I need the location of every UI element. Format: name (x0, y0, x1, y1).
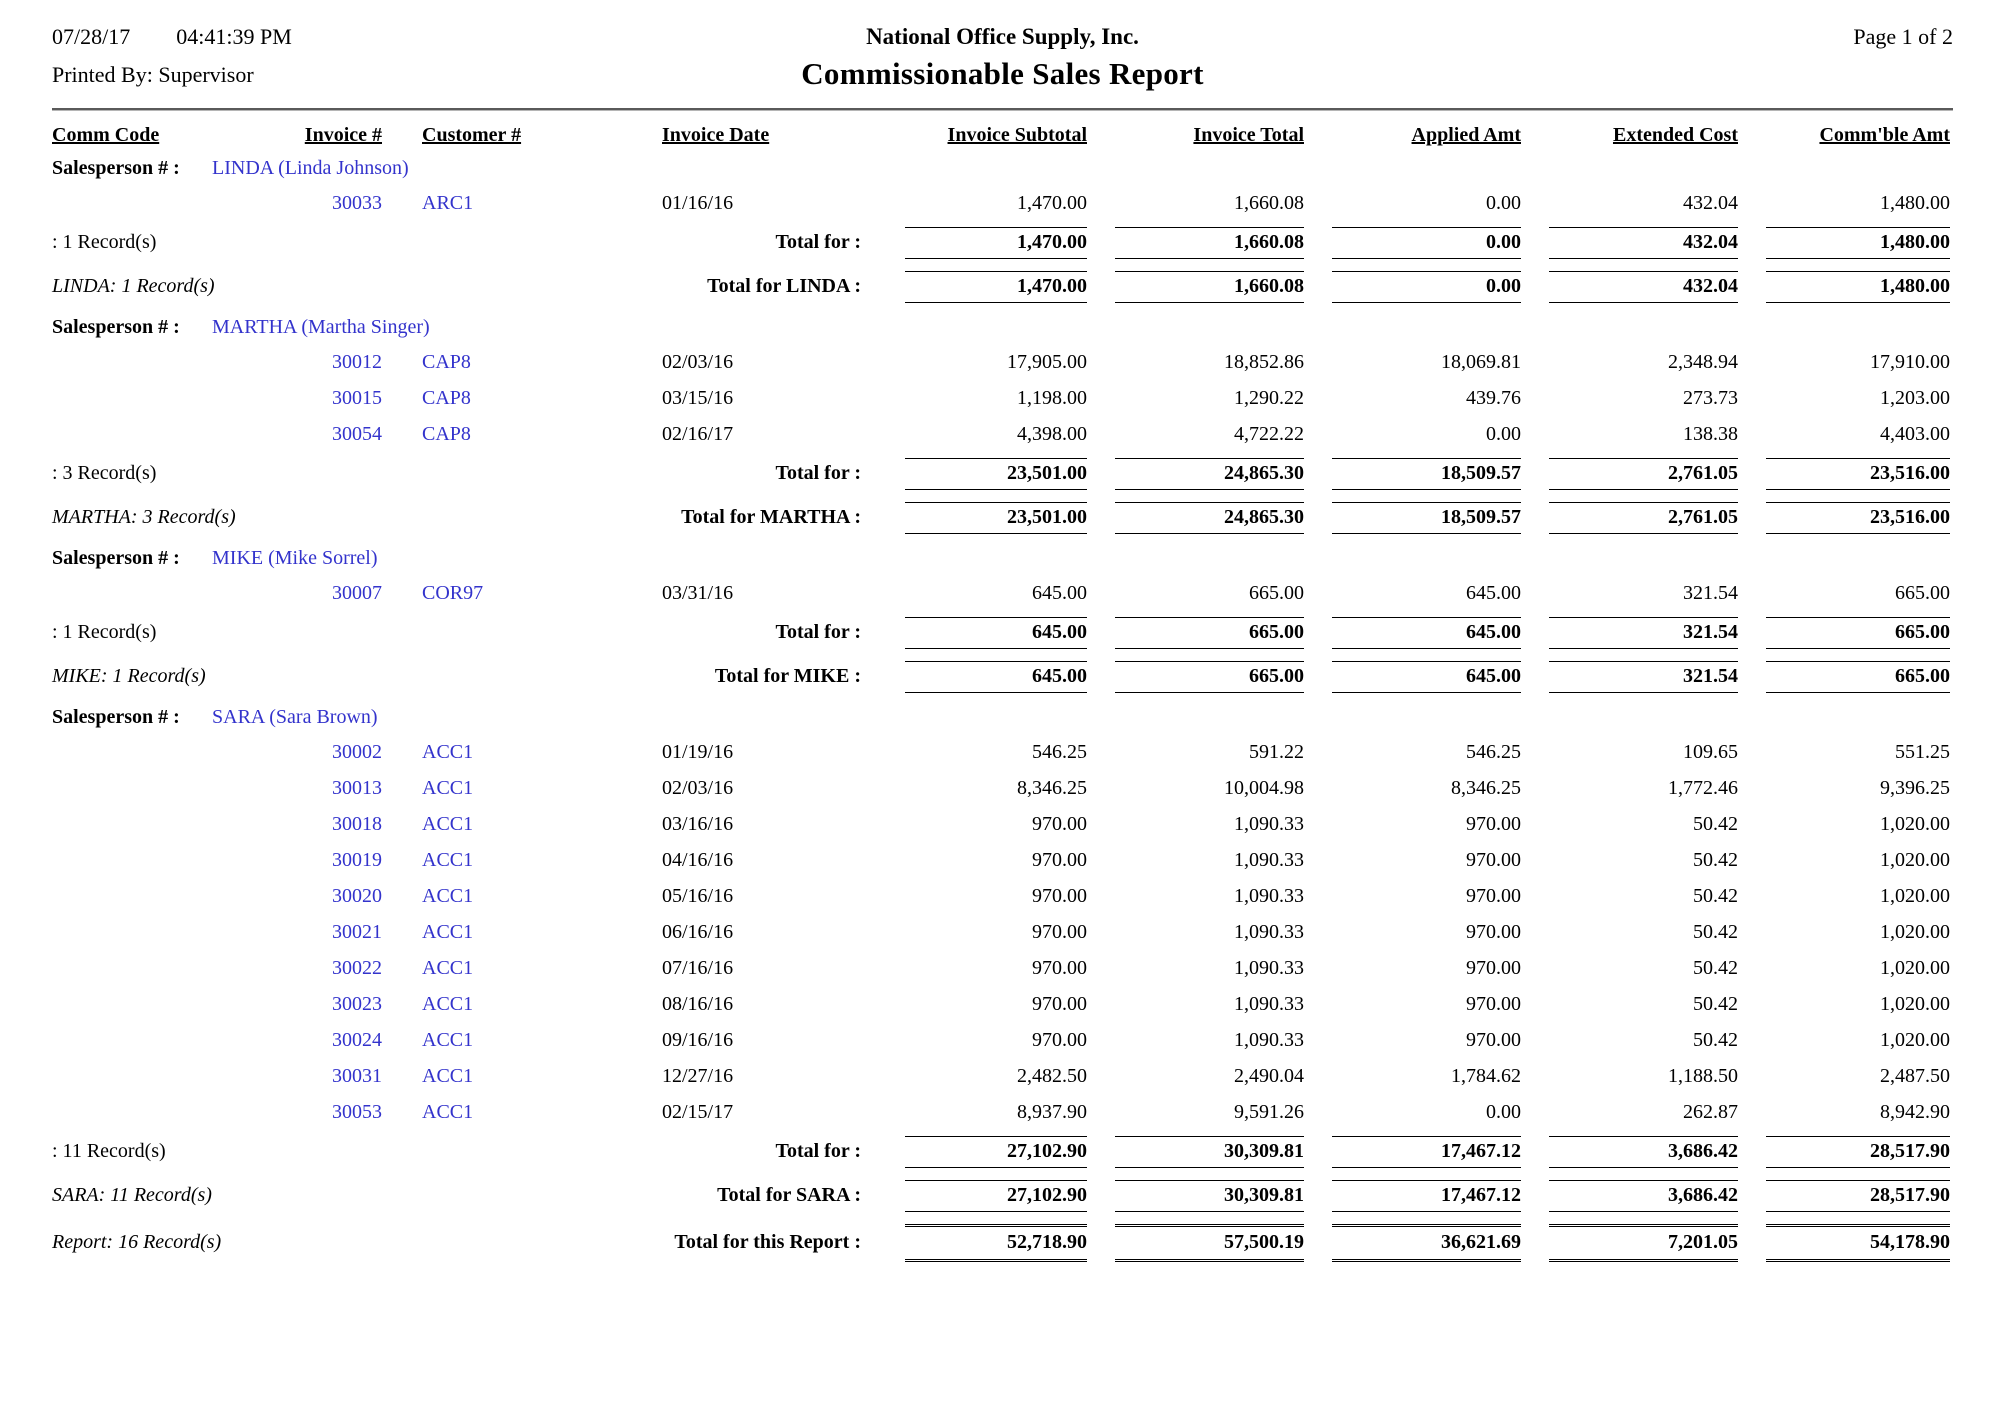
invoice-subtotal: 1,470.00 (1017, 192, 1087, 214)
subtotal-applied-amt: 18,509.57 (1332, 458, 1521, 490)
invoice-date: 06/16/16 (662, 921, 734, 943)
extended-cost: 138.38 (1683, 423, 1738, 445)
subtotal-applied-amt: 17,467.12 (1332, 1136, 1521, 1168)
invoice-total: 1,090.33 (1234, 885, 1304, 907)
group-total-invoice-total: 24,865.30 (1115, 502, 1304, 534)
invoice-date: 02/03/16 (662, 777, 734, 799)
commble-amt: 1,020.00 (1880, 921, 1950, 943)
total-for-label: Total for : (775, 231, 861, 253)
group-total-applied-amt: 18,509.57 (1332, 502, 1521, 534)
detail-row (52, 422, 1953, 447)
applied-amt: 18,069.81 (1441, 351, 1521, 373)
record-count: : 1 Record(s) (52, 231, 157, 253)
column-header-invoice-subtotal: Invoice Subtotal (947, 124, 1087, 146)
column-header-row (52, 123, 1953, 148)
invoice-number[interactable]: 30031 (332, 1065, 382, 1087)
invoice-date: 08/16/16 (662, 993, 734, 1015)
customer-code[interactable]: CAP8 (422, 423, 471, 445)
invoice-subtotal: 970.00 (1032, 813, 1087, 835)
commble-amt: 2,487.50 (1880, 1065, 1950, 1087)
commble-amt: 1,020.00 (1880, 849, 1950, 871)
customer-code[interactable]: CAP8 (422, 387, 471, 409)
applied-amt: 0.00 (1486, 192, 1521, 214)
invoice-total: 1,090.33 (1234, 993, 1304, 1015)
column-header-comm-code: Comm Code (52, 124, 160, 146)
subtotal-applied-amt: 645.00 (1332, 617, 1521, 649)
column-header-customer: Customer # (422, 124, 522, 146)
invoice-total: 18,852.86 (1224, 351, 1304, 373)
subtotal-commble-amt: 23,516.00 (1766, 458, 1950, 490)
report-total-applied-amt: 36,621.69 (1332, 1224, 1521, 1262)
subtotal-extended-cost: 3,686.42 (1549, 1136, 1738, 1168)
salesperson-name[interactable]: MARTHA (Martha Singer) (212, 316, 430, 338)
group-total-applied-amt: 0.00 (1332, 271, 1521, 303)
customer-code[interactable]: ACC1 (422, 1065, 474, 1087)
print-datetime (52, 24, 801, 50)
invoice-total: 4,722.22 (1234, 423, 1304, 445)
report-body (52, 123, 1953, 1262)
group-total-invoice-subtotal: 645.00 (905, 661, 1087, 693)
commble-amt: 665.00 (1895, 582, 1950, 604)
group-subtotal-row (52, 227, 1953, 259)
commble-amt: 1,020.00 (1880, 1029, 1950, 1051)
invoice-total: 1,090.33 (1234, 921, 1304, 943)
detail-row (52, 191, 1953, 216)
column-header-applied-amt: Applied Amt (1411, 124, 1521, 146)
report-total-label: Total for this Report : (674, 1231, 861, 1253)
commble-amt: 551.25 (1895, 741, 1950, 763)
subtotal-invoice-subtotal: 645.00 (905, 617, 1087, 649)
customer-code[interactable]: ACC1 (422, 813, 474, 835)
commble-amt: 8,942.90 (1880, 1101, 1950, 1123)
extended-cost: 50.42 (1693, 921, 1738, 943)
invoice-number[interactable]: 30019 (332, 849, 382, 871)
customer-code[interactable]: COR97 (422, 582, 484, 604)
group-total-extended-cost: 432.04 (1549, 271, 1738, 303)
detail-row (52, 848, 1953, 873)
invoice-number[interactable]: 30012 (332, 351, 382, 373)
detail-row (52, 386, 1953, 411)
group-summary: SARA: 11 Record(s) (52, 1184, 212, 1206)
invoice-subtotal: 970.00 (1032, 957, 1087, 979)
salesperson-name[interactable]: LINDA (Linda Johnson) (212, 157, 409, 179)
customer-code[interactable]: ARC1 (422, 192, 474, 214)
applied-amt: 0.00 (1486, 423, 1521, 445)
invoice-total: 9,591.26 (1234, 1101, 1304, 1123)
invoice-total: 591.22 (1249, 741, 1304, 763)
applied-amt: 970.00 (1466, 957, 1521, 979)
commble-amt: 4,403.00 (1880, 423, 1950, 445)
group-total-invoice-subtotal: 1,470.00 (905, 271, 1087, 303)
group-summary: MARTHA: 3 Record(s) (52, 506, 236, 528)
applied-amt: 970.00 (1466, 813, 1521, 835)
extended-cost: 50.42 (1693, 813, 1738, 835)
salesperson-label: Salesperson # : (52, 547, 180, 569)
column-header-invoice-date: Invoice Date (662, 124, 770, 146)
commble-amt: 17,910.00 (1870, 351, 1950, 373)
extended-cost: 50.42 (1693, 885, 1738, 907)
invoice-subtotal: 4,398.00 (1017, 423, 1087, 445)
group-total-commble-amt: 665.00 (1766, 661, 1950, 693)
salesperson-row (52, 315, 1953, 340)
salesperson-row (52, 546, 1953, 571)
applied-amt: 970.00 (1466, 849, 1521, 871)
detail-row (52, 1100, 1953, 1125)
commble-amt: 1,480.00 (1880, 192, 1950, 214)
applied-amt: 970.00 (1466, 921, 1521, 943)
group-total-row (52, 502, 1953, 534)
commble-amt: 9,396.25 (1880, 777, 1950, 799)
header-left (52, 24, 801, 88)
invoice-number[interactable]: 30018 (332, 813, 382, 835)
extended-cost: 50.42 (1693, 957, 1738, 979)
group-total-invoice-total: 665.00 (1115, 661, 1304, 693)
customer-code[interactable]: ACC1 (422, 957, 474, 979)
invoice-number[interactable]: 30024 (332, 1029, 382, 1051)
group-total-commble-amt: 28,517.90 (1766, 1180, 1950, 1212)
invoice-subtotal: 8,346.25 (1017, 777, 1087, 799)
report-total-row (52, 1224, 1953, 1262)
group-total-extended-cost: 321.54 (1549, 661, 1738, 693)
invoice-date: 07/16/16 (662, 957, 734, 979)
commble-amt: 1,020.00 (1880, 957, 1950, 979)
subtotal-invoice-total: 30,309.81 (1115, 1136, 1304, 1168)
salesperson-name[interactable]: SARA (Sara Brown) (212, 706, 378, 728)
extended-cost: 50.42 (1693, 1029, 1738, 1051)
report-title: Commissionable Sales Report (801, 56, 1204, 91)
report-header (52, 24, 1953, 92)
customer-code[interactable]: ACC1 (422, 777, 474, 799)
group-total-extended-cost: 3,686.42 (1549, 1180, 1738, 1212)
extended-cost: 50.42 (1693, 849, 1738, 871)
invoice-subtotal: 970.00 (1032, 849, 1087, 871)
subtotal-commble-amt: 28,517.90 (1766, 1136, 1950, 1168)
record-count: : 1 Record(s) (52, 621, 157, 643)
group-total-row (52, 1180, 1953, 1212)
detail-row (52, 1028, 1953, 1053)
invoice-date: 01/16/16 (662, 192, 734, 214)
applied-amt: 439.76 (1466, 387, 1521, 409)
record-count: : 11 Record(s) (52, 1140, 166, 1162)
group-total-label: Total for MARTHA : (681, 506, 861, 528)
applied-amt: 0.00 (1486, 1101, 1521, 1123)
invoice-date: 09/16/16 (662, 1029, 734, 1051)
customer-code[interactable]: ACC1 (422, 921, 474, 943)
customer-code[interactable]: ACC1 (422, 885, 474, 907)
invoice-subtotal: 970.00 (1032, 993, 1087, 1015)
invoice-number[interactable]: 30022 (332, 957, 382, 979)
subtotal-invoice-total: 24,865.30 (1115, 458, 1304, 490)
invoice-subtotal: 970.00 (1032, 885, 1087, 907)
invoice-number[interactable]: 30023 (332, 993, 382, 1015)
invoice-subtotal: 8,937.90 (1017, 1101, 1087, 1123)
customer-code[interactable]: ACC1 (422, 993, 474, 1015)
subtotal-invoice-subtotal: 1,470.00 (905, 227, 1087, 259)
report-total-commble-amt: 54,178.90 (1766, 1224, 1950, 1262)
extended-cost: 262.87 (1683, 1101, 1738, 1123)
customer-code[interactable]: ACC1 (422, 741, 474, 763)
detail-row (52, 740, 1953, 765)
subtotal-extended-cost: 2,761.05 (1549, 458, 1738, 490)
detail-row (52, 1064, 1953, 1089)
subtotal-invoice-total: 665.00 (1115, 617, 1304, 649)
subtotal-extended-cost: 321.54 (1549, 617, 1738, 649)
invoice-date: 05/16/16 (662, 885, 734, 907)
invoice-subtotal: 970.00 (1032, 1029, 1087, 1051)
report-total-extended-cost: 7,201.05 (1549, 1224, 1738, 1262)
salesperson-label: Salesperson # : (52, 316, 180, 338)
group-total-applied-amt: 645.00 (1332, 661, 1521, 693)
detail-row (52, 956, 1953, 981)
printed-by: Printed By: Supervisor (52, 62, 254, 87)
salesperson-name[interactable]: MIKE (Mike Sorrel) (212, 547, 378, 569)
group-total-commble-amt: 1,480.00 (1766, 271, 1950, 303)
extended-cost: 432.04 (1683, 192, 1738, 214)
invoice-subtotal: 17,905.00 (1007, 351, 1087, 373)
report-total-invoice-subtotal: 52,718.90 (905, 1224, 1087, 1262)
customer-code[interactable]: ACC1 (422, 1029, 474, 1051)
total-for-label: Total for : (775, 1140, 861, 1162)
detail-row (52, 776, 1953, 801)
group-total-invoice-total: 1,660.08 (1115, 271, 1304, 303)
group-summary: LINDA: 1 Record(s) (52, 275, 215, 297)
extended-cost: 109.65 (1683, 741, 1738, 763)
salesperson-row (52, 156, 1953, 181)
column-header-extended-cost: Extended Cost (1612, 124, 1738, 146)
invoice-date: 02/16/17 (662, 423, 734, 445)
group-total-label: Total for MIKE : (714, 665, 861, 687)
extended-cost: 2,348.94 (1668, 351, 1738, 373)
applied-amt: 970.00 (1466, 885, 1521, 907)
invoice-date: 01/19/16 (662, 741, 734, 763)
column-header-invoice: Invoice # (304, 124, 382, 146)
invoice-number[interactable]: 30033 (332, 192, 382, 214)
invoice-total: 1,660.08 (1234, 192, 1304, 214)
commble-amt: 1,020.00 (1880, 885, 1950, 907)
header-rule (52, 108, 1953, 111)
record-count: : 3 Record(s) (52, 462, 157, 484)
detail-row (52, 992, 1953, 1017)
salesperson-label: Salesperson # : (52, 706, 180, 728)
invoice-total: 665.00 (1249, 582, 1304, 604)
group-total-row (52, 661, 1953, 693)
customer-code[interactable]: CAP8 (422, 351, 471, 373)
invoice-date: 12/27/16 (662, 1065, 734, 1087)
group-total-row (52, 271, 1953, 303)
subtotal-extended-cost: 432.04 (1549, 227, 1738, 259)
applied-amt: 1,784.62 (1451, 1065, 1521, 1087)
group-total-label: Total for SARA : (717, 1184, 861, 1206)
column-header-invoice-total: Invoice Total (1193, 124, 1304, 146)
invoice-number[interactable]: 30002 (332, 741, 382, 763)
invoice-number[interactable]: 30021 (332, 921, 382, 943)
total-for-label: Total for : (775, 462, 861, 484)
extended-cost: 50.42 (1693, 993, 1738, 1015)
group-total-invoice-total: 30,309.81 (1115, 1180, 1304, 1212)
invoice-date: 02/03/16 (662, 351, 734, 373)
commble-amt: 1,203.00 (1880, 387, 1950, 409)
invoice-number[interactable]: 30020 (332, 885, 382, 907)
detail-row (52, 920, 1953, 945)
print-date: 07/28/17 (52, 24, 131, 49)
invoice-number[interactable]: 30053 (332, 1101, 382, 1123)
invoice-total: 1,090.33 (1234, 957, 1304, 979)
invoice-date: 03/16/16 (662, 813, 734, 835)
invoice-number[interactable]: 30007 (332, 582, 382, 604)
invoice-total: 1,090.33 (1234, 849, 1304, 871)
column-header-comm-ble-amt: Comm'ble Amt (1819, 124, 1950, 146)
group-subtotal-row (52, 458, 1953, 490)
print-time: 04:41:39 PM (176, 24, 292, 49)
invoice-subtotal: 1,198.00 (1017, 387, 1087, 409)
group-total-commble-amt: 23,516.00 (1766, 502, 1950, 534)
subtotal-invoice-subtotal: 27,102.90 (905, 1136, 1087, 1168)
invoice-total: 1,290.22 (1234, 387, 1304, 409)
group-summary: MIKE: 1 Record(s) (52, 665, 206, 687)
invoice-date: 04/16/16 (662, 849, 734, 871)
applied-amt: 8,346.25 (1451, 777, 1521, 799)
applied-amt: 546.25 (1466, 741, 1521, 763)
group-total-invoice-subtotal: 27,102.90 (905, 1180, 1087, 1212)
invoice-total: 1,090.33 (1234, 1029, 1304, 1051)
detail-row (52, 581, 1953, 606)
group-total-invoice-subtotal: 23,501.00 (905, 502, 1087, 534)
subtotal-applied-amt: 0.00 (1332, 227, 1521, 259)
subtotal-invoice-subtotal: 23,501.00 (905, 458, 1087, 490)
customer-code[interactable]: ACC1 (422, 849, 474, 871)
invoice-total: 10,004.98 (1224, 777, 1304, 799)
group-total-applied-amt: 17,467.12 (1332, 1180, 1521, 1212)
extended-cost: 273.73 (1683, 387, 1738, 409)
salesperson-row (52, 705, 1953, 730)
subtotal-commble-amt: 1,480.00 (1766, 227, 1950, 259)
header-center (801, 24, 1204, 92)
invoice-number[interactable]: 30015 (332, 387, 382, 409)
extended-cost: 321.54 (1683, 582, 1738, 604)
subtotal-invoice-total: 1,660.08 (1115, 227, 1304, 259)
customer-code[interactable]: ACC1 (422, 1101, 474, 1123)
applied-amt: 970.00 (1466, 1029, 1521, 1051)
group-subtotal-row (52, 617, 1953, 649)
invoice-date: 03/15/16 (662, 387, 734, 409)
invoice-subtotal: 970.00 (1032, 921, 1087, 943)
applied-amt: 970.00 (1466, 993, 1521, 1015)
extended-cost: 1,188.50 (1668, 1065, 1738, 1087)
subtotal-commble-amt: 665.00 (1766, 617, 1950, 649)
detail-row (52, 812, 1953, 837)
invoice-number[interactable]: 30013 (332, 777, 382, 799)
extended-cost: 1,772.46 (1668, 777, 1738, 799)
group-total-extended-cost: 2,761.05 (1549, 502, 1738, 534)
detail-row (52, 884, 1953, 909)
invoice-number[interactable]: 30054 (332, 423, 382, 445)
invoice-total: 1,090.33 (1234, 813, 1304, 835)
invoice-total: 2,490.04 (1234, 1065, 1304, 1087)
report-summary: Report: 16 Record(s) (52, 1231, 222, 1253)
total-for-label: Total for : (775, 621, 861, 643)
invoice-subtotal: 2,482.50 (1017, 1065, 1087, 1087)
salesperson-label: Salesperson # : (52, 157, 180, 179)
group-subtotal-row (52, 1136, 1953, 1168)
detail-row (52, 350, 1953, 375)
commble-amt: 1,020.00 (1880, 993, 1950, 1015)
group-total-label: Total for LINDA : (707, 275, 861, 297)
invoice-date: 03/31/16 (662, 582, 734, 604)
invoice-date: 02/15/17 (662, 1101, 734, 1123)
commble-amt: 1,020.00 (1880, 813, 1950, 835)
invoice-subtotal: 645.00 (1032, 582, 1087, 604)
invoice-subtotal: 546.25 (1032, 741, 1087, 763)
report-total-invoice-total: 57,500.19 (1115, 1224, 1304, 1262)
applied-amt: 645.00 (1466, 582, 1521, 604)
page-indicator: Page 1 of 2 (1853, 24, 1953, 49)
company-name: National Office Supply, Inc. (866, 24, 1139, 49)
